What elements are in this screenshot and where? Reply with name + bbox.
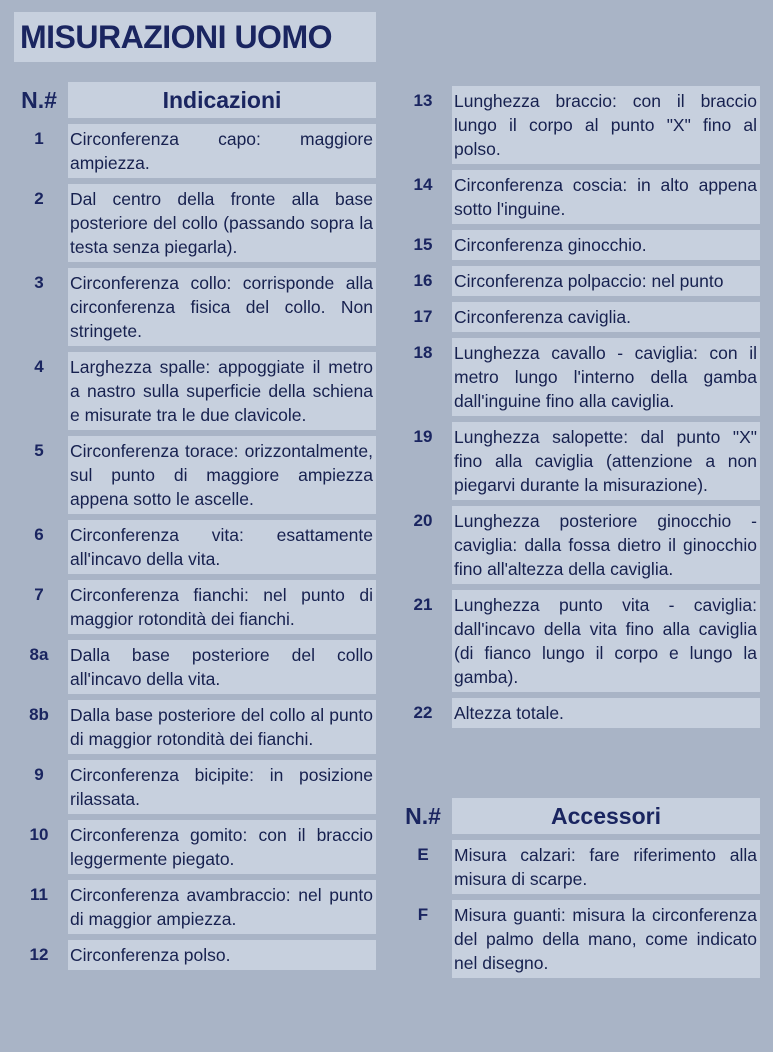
row-number: 13 <box>413 91 433 110</box>
row-number: 7 <box>34 585 44 604</box>
row-number: 3 <box>34 273 44 292</box>
row-number: 6 <box>34 525 44 544</box>
row-number: 20 <box>413 511 433 530</box>
table-row <box>14 352 376 430</box>
row-description: Misura calzari: fare riferimento alla misura di scarpe. <box>452 840 760 894</box>
row-description: Circonferenza collo: corrisponde alla circonferenza fisica del collo. Non stringete. <box>68 268 376 346</box>
table-row <box>14 820 376 874</box>
row-number: 5 <box>34 441 44 460</box>
row-description: Circonferenza torace: orizzontalmente, sul punto di maggiore ampiezza appena sotto le ascelle. <box>68 436 376 514</box>
table-row <box>398 506 760 584</box>
table-row <box>398 698 760 728</box>
table-row <box>398 338 760 416</box>
row-number: 12 <box>29 945 49 964</box>
row-description: Altezza totale. <box>452 698 760 728</box>
row-description: Dalla base posteriore del collo al punto di maggior rotondità dei fianchi. <box>68 700 376 754</box>
row-description: Circonferenza polso. <box>68 940 376 970</box>
row-description: Circonferenza ginocchio. <box>452 230 760 260</box>
row-description: Larghezza spalle: appoggiate il metro a nastro sulla superficie della schiena e misurate tra le due clavicole. <box>68 352 376 430</box>
number-column-header: N.# <box>21 87 57 113</box>
row-description: Misura guanti: misura la circonferenza del palmo della mano, come indicato nel disegno. <box>452 900 760 978</box>
row-number: 22 <box>413 703 433 722</box>
row-description: Circonferenza vita: esattamente all'incavo della vita. <box>68 520 376 574</box>
row-number: 18 <box>413 343 433 362</box>
row-description: Lunghezza posteriore ginocchio - caviglia: dalla fossa dietro il ginocchio fino all'altezza della caviglia. <box>452 506 760 584</box>
table-row <box>398 590 760 692</box>
row-description: Circonferenza avambraccio: nel punto di maggior ampiezza. <box>68 880 376 934</box>
table-row <box>398 302 760 332</box>
row-description: Lunghezza cavallo - caviglia: con il metro lungo l'interno della gamba dall'inguine fino alla caviglia. <box>452 338 760 416</box>
table-row <box>398 86 760 164</box>
accessories-column-header: Accessori <box>452 798 760 834</box>
table-row <box>398 230 760 260</box>
number-column-header: N.# <box>405 803 441 829</box>
page-title: MISURAZIONI UOMO <box>14 12 376 62</box>
row-description: Circonferenza bicipite: in posizione rilassata. <box>68 760 376 814</box>
table-row <box>398 900 760 978</box>
accessories-header <box>398 798 760 834</box>
table-header <box>14 82 376 118</box>
row-number: F <box>417 905 429 924</box>
table-row <box>14 580 376 634</box>
row-number: 19 <box>413 427 433 446</box>
row-description: Lunghezza punto vita - caviglia: dall'incavo della vita fino alla caviglia (di fianco lungo il corpo e lungo la gamba). <box>452 590 760 692</box>
table-row <box>14 268 376 346</box>
row-number: 14 <box>413 175 433 194</box>
indications-column-header: Indicazioni <box>68 82 376 118</box>
indications-column-left <box>14 82 376 976</box>
row-number: 21 <box>413 595 433 614</box>
table-row <box>14 520 376 574</box>
row-number: 8b <box>29 705 49 724</box>
row-number: 1 <box>34 129 44 148</box>
row-description: Lunghezza salopette: dal punto "X" fino alla caviglia (attenzione a non piegarvi durante la misurazione). <box>452 422 760 500</box>
table-row <box>398 422 760 500</box>
table-row <box>398 170 760 224</box>
table-row <box>14 640 376 694</box>
table-row <box>14 760 376 814</box>
row-description: Circonferenza gomito: con il braccio leggermente piegato. <box>68 820 376 874</box>
row-description: Circonferenza polpaccio: nel punto <box>452 266 760 296</box>
row-number: 10 <box>29 825 49 844</box>
row-description: Dalla base posteriore del collo all'incavo della vita. <box>68 640 376 694</box>
row-number: 11 <box>30 885 48 904</box>
table-row <box>14 700 376 754</box>
row-description: Circonferenza coscia: in alto appena sotto l'inguine. <box>452 170 760 224</box>
row-number: E <box>417 845 429 864</box>
row-description: Circonferenza fianchi: nel punto di maggior rotondità dei fianchi. <box>68 580 376 634</box>
row-number: 2 <box>34 189 44 208</box>
row-description: Lunghezza braccio: con il braccio lungo il corpo al punto "X" fino al polso. <box>452 86 760 164</box>
table-row <box>14 880 376 934</box>
row-description: Circonferenza capo: maggiore ampiezza. <box>68 124 376 178</box>
row-number: 16 <box>413 271 433 290</box>
table-row <box>14 940 376 970</box>
row-description: Dal centro della fronte alla base posteriore del collo (passando sopra la testa senza piegarla). <box>68 184 376 262</box>
row-number: 4 <box>34 357 44 376</box>
row-number: 8a <box>29 645 49 664</box>
table-row <box>14 436 376 514</box>
row-number: 9 <box>34 765 44 784</box>
table-row <box>398 266 760 296</box>
row-number: 17 <box>413 307 433 326</box>
row-description: Circonferenza caviglia. <box>452 302 760 332</box>
table-row <box>398 840 760 894</box>
table-row <box>14 124 376 178</box>
table-row <box>14 184 376 262</box>
indications-column-right <box>398 86 760 984</box>
row-number: 15 <box>413 235 433 254</box>
